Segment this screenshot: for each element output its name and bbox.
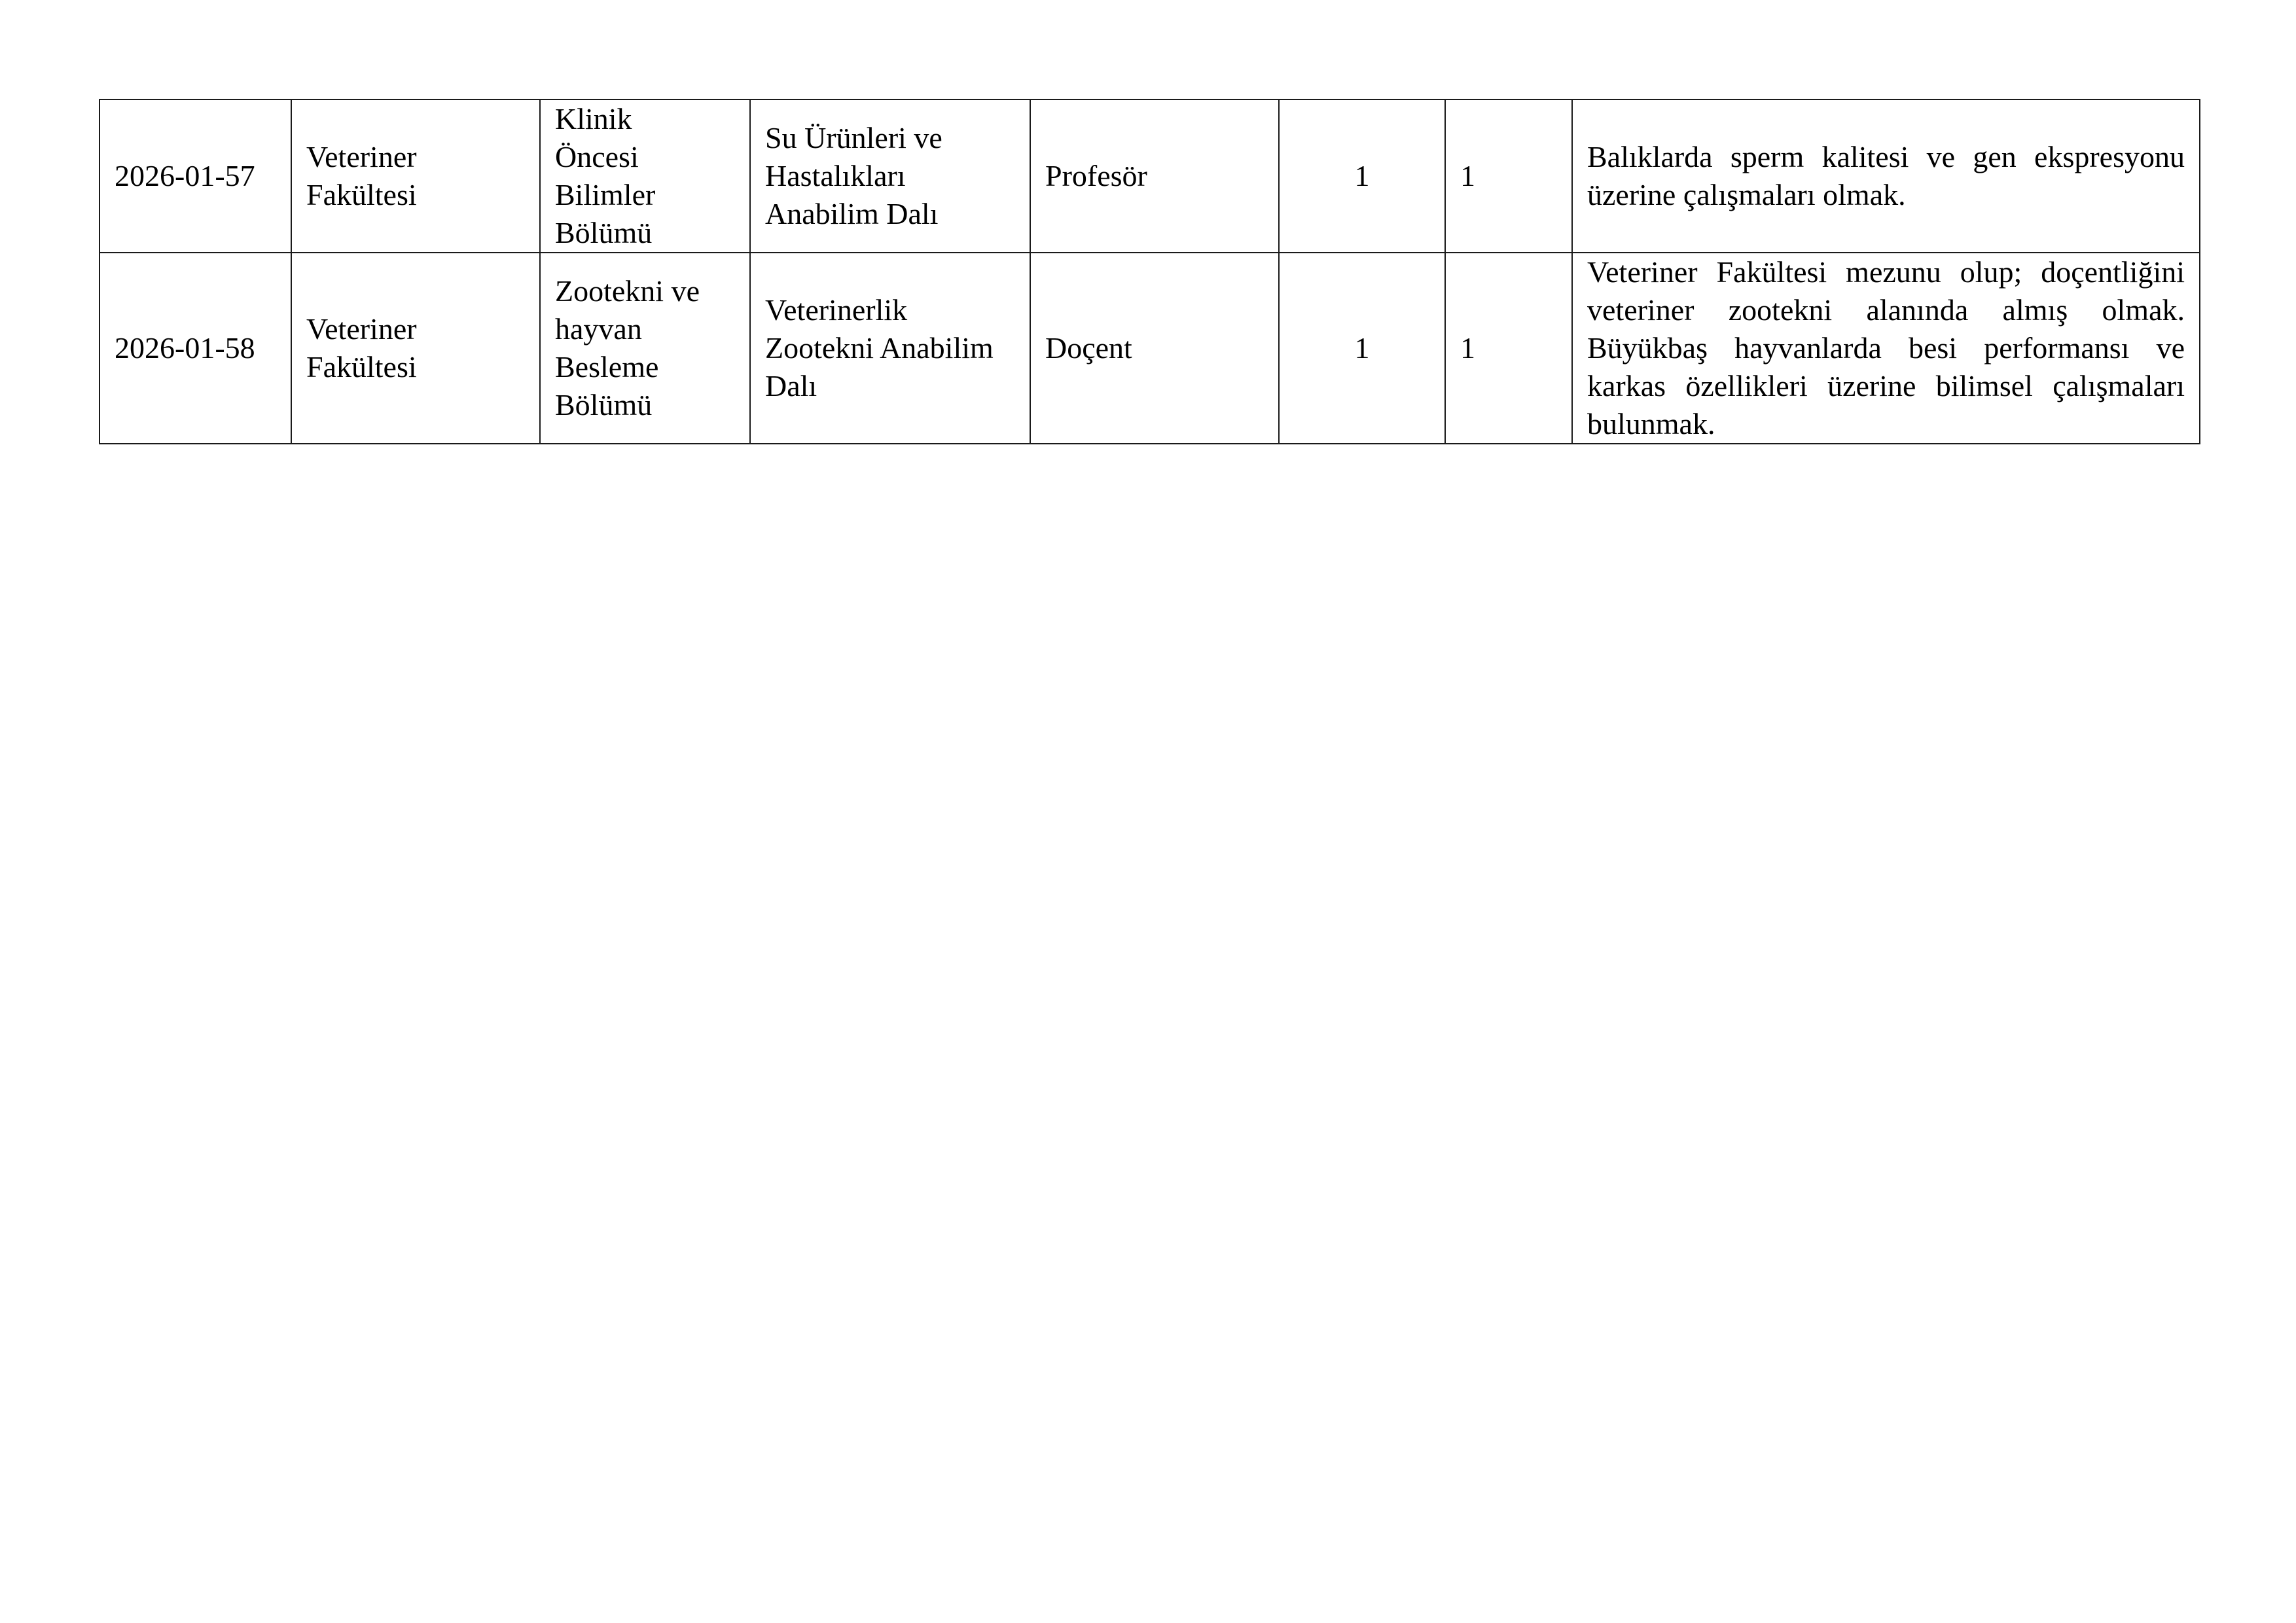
bolum-line: hayvan xyxy=(555,312,642,346)
birim-cell xyxy=(291,253,540,444)
bolum-line: Besleme xyxy=(555,350,659,383)
anabilim-dali-line: Dalı xyxy=(765,369,817,402)
anabilim-dali-cell xyxy=(750,253,1030,444)
kadro-derecesi-cell: 1 xyxy=(1279,253,1445,444)
birim-cell xyxy=(291,99,540,253)
unvan-cell: Doçent xyxy=(1030,253,1279,444)
birim-line: Veteriner xyxy=(306,312,417,346)
anabilim-dali-line: Zootekni Anabilim xyxy=(765,331,994,365)
kadro-derecesi-cell: 1 xyxy=(1279,99,1445,253)
aciklama-cell: Veteriner Fakültesi mezunu olup; doçentliğini veteriner zootekni alanında almış olmak. Büyükbaş hayvanlarda besi performansı ve karkas özellikleri üzerine bilimsel çalışmaları bulunmak. xyxy=(1572,253,2200,444)
unvan-cell: Profesör xyxy=(1030,99,1279,253)
birim-line: Fakültesi xyxy=(306,178,417,211)
anabilim-dali-line: Su Ürünleri ve xyxy=(765,121,942,154)
adet-cell: 1 xyxy=(1445,253,1572,444)
aciklama-cell: Balıklarda sperm kalitesi ve gen ekspresyonu üzerine çalışmaları olmak. xyxy=(1572,99,2200,253)
ilan-no-cell: 2026-01-58 xyxy=(99,253,291,444)
bolum-line: Bölümü xyxy=(555,388,653,421)
job-listing-table xyxy=(99,99,2200,444)
bolum-line: Öncesi xyxy=(555,140,639,173)
ilan-no-cell: 2026-01-57 xyxy=(99,99,291,253)
anabilim-dali-cell xyxy=(750,99,1030,253)
anabilim-dali-line: Anabilim Dalı xyxy=(765,197,939,230)
bolum-line: Bölümü xyxy=(555,216,653,249)
anabilim-dali-line: Veterinerlik xyxy=(765,293,908,327)
birim-line: Veteriner xyxy=(306,140,417,173)
birim-line: Fakültesi xyxy=(306,350,417,383)
adet-cell: 1 xyxy=(1445,99,1572,253)
table-row xyxy=(99,253,2200,444)
bolum-line: Zootekni ve xyxy=(555,274,700,308)
bolum-cell xyxy=(540,253,750,444)
bolum-cell xyxy=(540,99,750,253)
bolum-line: Bilimler xyxy=(555,178,656,211)
table-row xyxy=(99,99,2200,253)
anabilim-dali-line: Hastalıkları xyxy=(765,159,906,192)
bolum-line: Klinik xyxy=(555,102,632,135)
